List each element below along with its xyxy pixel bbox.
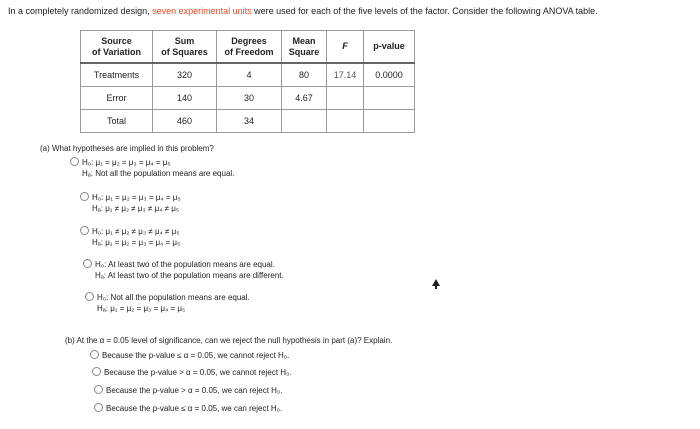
cell-p: 0.0000 bbox=[364, 63, 415, 87]
cell-source: Error bbox=[81, 87, 153, 110]
radio-button[interactable] bbox=[80, 192, 89, 201]
radio-button[interactable] bbox=[80, 226, 89, 235]
cell-f: 17.14 bbox=[327, 63, 364, 87]
header-mean-square: Mean Square bbox=[282, 31, 327, 64]
header-source: Source of Variation bbox=[81, 31, 153, 64]
conclusion-option-2[interactable]: Because the p-value > α = 0.05, we cannot reject H₀. bbox=[92, 367, 292, 378]
hypothesis-option-2[interactable]: H₀: μ₁ = μ₂ = μ₃ = μ₄ = μ₅ Hₐ: μ₁ ≠ μ₂ ≠ μ₃ ≠ μ₄ ≠ μ₅ bbox=[80, 192, 181, 214]
cell-ss: 140 bbox=[153, 87, 217, 110]
mouse-cursor-icon bbox=[432, 279, 440, 286]
cell-df: 30 bbox=[217, 87, 282, 110]
cell-df: 4 bbox=[217, 63, 282, 87]
header-f: F bbox=[327, 31, 364, 64]
highlighted-units: seven experimental units bbox=[152, 6, 252, 16]
radio-button[interactable] bbox=[92, 367, 101, 376]
cell-f bbox=[327, 110, 364, 133]
cell-ss: 320 bbox=[153, 63, 217, 87]
conclusion-option-3[interactable]: Because the p-value > α = 0.05, we can reject H₀. bbox=[94, 385, 283, 396]
problem-statement: In a completely randomized design, seven experimental units were used for each of the five levels of the factor. Consider the following ANOVA table. bbox=[8, 6, 598, 16]
hypothesis-option-4[interactable]: H₀: At least two of the population means are equal. Hₐ: At least two of the population means are different. bbox=[83, 259, 284, 281]
table-row bbox=[81, 87, 415, 110]
table-row bbox=[81, 63, 415, 87]
cell-f bbox=[327, 87, 364, 110]
cell-ss: 460 bbox=[153, 110, 217, 133]
cell-df: 34 bbox=[217, 110, 282, 133]
hypothesis-option-1[interactable]: H₀: μ₁ = μ₂ = μ₃ = μ₄ = μ₅ Hₐ: Not all the population means are equal. bbox=[70, 157, 234, 179]
conclusion-option-1[interactable]: Because the p-value ≤ α = 0.05, we cannot reject H₀. bbox=[90, 350, 289, 361]
radio-button[interactable] bbox=[90, 350, 99, 359]
header-degrees-of-freedom: Degrees of Freedom bbox=[217, 31, 282, 64]
cell-ms bbox=[282, 110, 327, 133]
question-a: (a) What hypotheses are implied in this problem? bbox=[40, 144, 214, 153]
header-sum-of-squares: Sum of Squares bbox=[153, 31, 217, 64]
anova-table bbox=[80, 30, 415, 133]
radio-button[interactable] bbox=[94, 403, 103, 412]
radio-button[interactable] bbox=[70, 157, 79, 166]
radio-button[interactable] bbox=[83, 259, 92, 268]
hypothesis-option-3[interactable]: H₀: μ₁ ≠ μ₂ ≠ μ₃ ≠ μ₄ ≠ μ₅ Hₐ: μ₁ = μ₂ = μ₃ = μ₄ = μ₅ bbox=[80, 226, 180, 248]
cell-source: Treatments bbox=[81, 63, 153, 87]
question-b: (b) At the α = 0.05 level of significance, can we reject the null hypothesis in part (a)? Explain. bbox=[65, 336, 393, 345]
radio-button[interactable] bbox=[94, 385, 103, 394]
hypothesis-option-5[interactable]: H₀: Not all the population means are equal. Hₐ: μ₁ = μ₂ = μ₃ = μ₄ = μ₅ bbox=[85, 292, 250, 314]
cell-p bbox=[364, 87, 415, 110]
cell-ms: 4.67 bbox=[282, 87, 327, 110]
table-row bbox=[81, 110, 415, 133]
conclusion-option-4[interactable]: Because the p-value ≤ α = 0.05, we can reject H₀. bbox=[94, 403, 282, 414]
cell-ms: 80 bbox=[282, 63, 327, 87]
table-header-row bbox=[81, 31, 415, 64]
header-p-value: p-value bbox=[364, 31, 415, 64]
cell-p bbox=[364, 110, 415, 133]
cell-source: Total bbox=[81, 110, 153, 133]
radio-button[interactable] bbox=[85, 292, 94, 301]
